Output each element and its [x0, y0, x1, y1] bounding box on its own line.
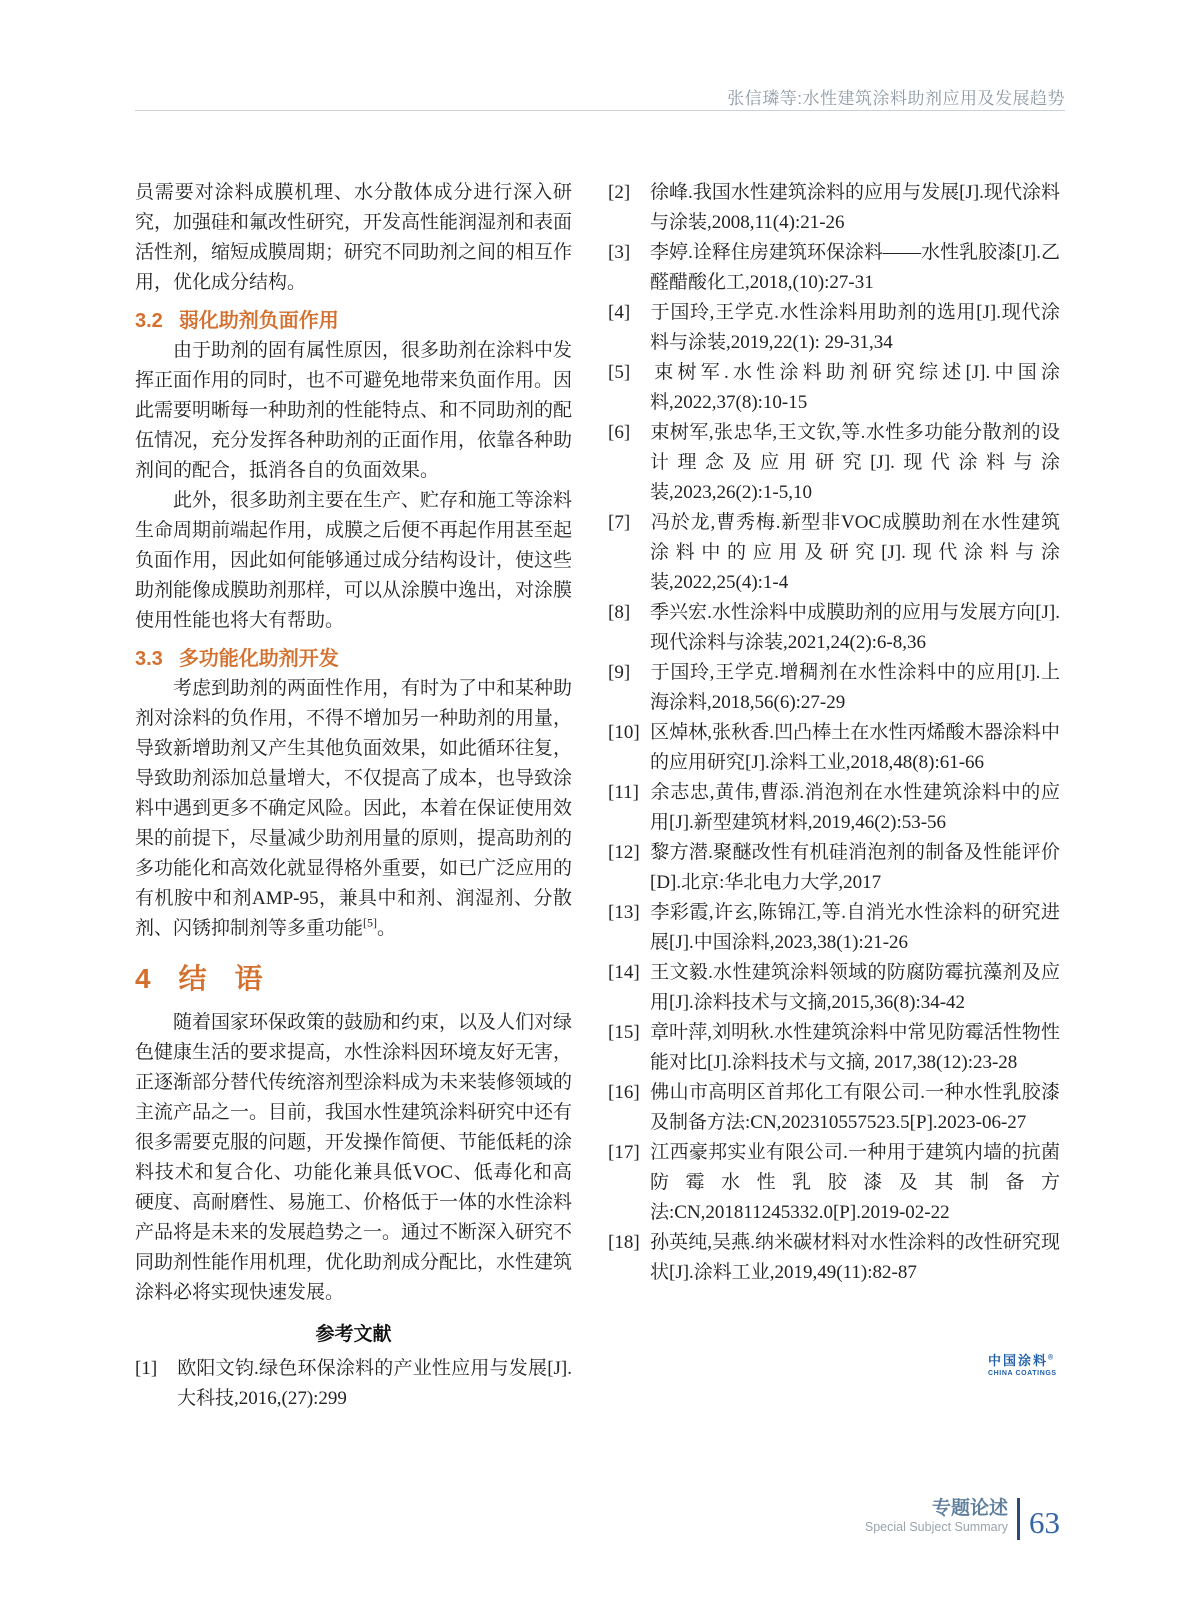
reference-item — [608, 298, 1060, 358]
reference-item — [608, 658, 1060, 718]
reference-item — [608, 238, 1060, 298]
reference-label: [1] — [135, 1358, 158, 1379]
paragraph — [135, 674, 572, 944]
reference-label: [11] — [608, 782, 639, 803]
reference-text: 江西豪邦实业有限公司.一种用于建筑内墙的抗菌防霉水性乳胶漆及其制备方法:CN,201811245332.0[P].2019-02-22 — [650, 1142, 1060, 1223]
reference-item — [608, 898, 1060, 958]
reference-item — [608, 358, 1060, 418]
references-title: 参考文献 — [315, 1324, 392, 1345]
reference-label: [4] — [608, 302, 631, 323]
reference-label: [17] — [608, 1142, 640, 1163]
paragraph: 随着国家环保政策的鼓励和约束，以及人们对绿色健康生活的要求提高，水性涂料因环境友好无害，正逐渐部分替代传统溶剂型涂料成为未来装修领域的主流产品之一。目前，我国水性建筑涂料研究中还有很多需要克服的问题，开发操作简便、节能低耗的涂料技术和复合化、功能化兼具低VOC、低毒化和高硬度、高耐磨性、易施工、价格低于一体的水性涂料产品将是未来的发展趋势之一。通过不断深入研究不同助剂性能作用机理，优化助剂成分配比，水性建筑涂料必将实现快速发展。 — [135, 1012, 573, 1303]
page-number: 63 — [1029, 1505, 1060, 1540]
reference-text: 欧阳文钧.绿色环保涂料的产业性应用与发展[J].大科技,2016,(27):299 — [177, 1358, 572, 1409]
reference-item — [608, 1018, 1060, 1078]
section-title: 弱化助剂负面作用 — [178, 310, 339, 332]
reference-item — [608, 508, 1060, 598]
reference-item — [608, 598, 1060, 658]
reference-label: [6] — [608, 422, 631, 443]
header-rule — [135, 110, 1065, 111]
reference-item — [608, 418, 1060, 508]
section-title: 结 语 — [178, 963, 263, 994]
reference-text: 黎方潜.聚醚改性有机硅消泡剂的制备及性能评价[D].北京:华北电力大学,2017 — [650, 842, 1060, 893]
section-number: 3.2 — [135, 310, 163, 332]
reference-text: 王文毅.水性建筑涂料领域的防腐防霉抗藻剂及应用[J].涂料技术与文摘,2015,36(8):34-42 — [650, 962, 1060, 1013]
reference-text: 孙英纯,吴燕.纳米碳材料对水性涂料的改性研究现状[J].涂料工业,2019,49(11):82-87 — [650, 1232, 1060, 1283]
left-column — [135, 178, 572, 1414]
china-coatings-logo — [988, 1350, 1057, 1377]
right-column — [608, 178, 1060, 1288]
paragraph: 此外，很多助剂主要在生产、贮存和施工等涂料生命周期前端起作用，成膜之后便不再起作用甚至起负面作用，因此如何能够通过成分结构设计，使这些助剂能像成膜助剂那样，可以从涂膜中逸出，对涂膜使用性能也将大有帮助。 — [135, 490, 573, 631]
reference-label: [18] — [608, 1232, 640, 1253]
section-number: 4 — [135, 963, 151, 994]
reference-label: [14] — [608, 962, 640, 983]
reference-text: 冯於龙,曹秀梅.新型非VOC成膜助剂在水性建筑涂料中的应用及研究[J].现代涂料与涂装,2022,25(4):1-4 — [650, 512, 1060, 593]
section-number: 3.3 — [135, 648, 163, 670]
reference-item — [608, 838, 1060, 898]
reference-text: 章叶萍,刘明秋.水性建筑涂料中常见防霉活性物性能对比[J].涂料技术与文摘, 2017,38(12):23-28 — [650, 1022, 1060, 1073]
reference-text: 区焯林,张秋香.凹凸棒土在水性丙烯酸木器涂料中的应用研究[J].涂料工业,2018,48(8):61-66 — [650, 722, 1060, 773]
reference-label: [15] — [608, 1022, 640, 1043]
footer-section-en: Special Subject Summary — [864, 1520, 1008, 1534]
footer-divider — [1017, 1498, 1020, 1540]
running-header: 张信璘等:水性建筑涂料助剂应用及发展趋势 — [727, 89, 1065, 108]
paragraph-text: 。 — [377, 918, 397, 939]
registered-mark-icon: ® — [1048, 1354, 1054, 1362]
reference-text: 于国玲,王学克.增稠剂在水性涂料中的应用[J].上海涂料,2018,56(6):27-29 — [650, 662, 1060, 713]
reference-label: [8] — [608, 602, 631, 623]
paragraph: 由于助剂的固有属性原因，很多助剂在涂料中发挥正面作用的同时，也不可避免地带来负面作用。因此需要明晰每一种助剂的性能特点、和不同助剂的配伍情况，充分发挥各种助剂的正面作用，依靠各种助剂间的配合，抵消各自的负面效果。 — [135, 340, 573, 481]
logo-cn-text — [988, 1350, 1057, 1369]
reference-label: [12] — [608, 842, 640, 863]
reference-text: 束树军,张忠华,王文钦,等.水性多功能分散剂的设计理念及应用研究[J].现代涂料与涂装,2023,26(2):1-5,10 — [650, 422, 1060, 503]
reference-text: 余志忠,黄伟,曹添.消泡剂在水性建筑涂料中的应用[J].新型建筑材料,2019,46(2):53-56 — [650, 782, 1060, 833]
reference-text: 徐峰.我国水性建筑涂料的应用与发展[J].现代涂料与涂装,2008,11(4):21-26 — [650, 182, 1060, 233]
reference-item — [135, 1354, 572, 1414]
section-title: 多功能化助剂开发 — [178, 648, 339, 670]
footer-section-cn: 专题论述 — [931, 1498, 1008, 1519]
logo-cn-name: 中国涂料 — [988, 1353, 1049, 1368]
reference-label: [16] — [608, 1082, 640, 1103]
reference-text: 李彩霞,许玄,陈锦江,等.自消光水性涂料的研究进展[J].中国涂料,2023,38(1):21-26 — [650, 902, 1060, 953]
reference-text: 李婷.诠释住房建筑环保涂料——水性乳胶漆[J].乙醛醋酸化工,2018,(10):27-31 — [650, 242, 1060, 293]
reference-item — [608, 778, 1060, 838]
reference-label: [3] — [608, 242, 631, 263]
section-heading-3-2 — [135, 306, 572, 336]
logo-en-text: CHINA COATINGS — [988, 1370, 1057, 1377]
reference-item — [608, 958, 1060, 1018]
reference-text: 于国玲,王学克.水性涂料用助剂的选用[J].现代涂料与涂装,2019,22(1): 29-31,34 — [650, 302, 1060, 353]
reference-label: [7] — [608, 512, 631, 533]
reference-label: [5] — [608, 362, 631, 383]
reference-text: 佛山市高明区首邦化工有限公司.一种水性乳胶漆及制备方法:CN,202310557523.5[P].2023-06-27 — [650, 1082, 1060, 1133]
reference-item — [608, 1078, 1060, 1138]
reference-item — [608, 1228, 1060, 1288]
reference-text: 季兴宏.水性涂料中成膜助剂的应用与发展方向[J].现代涂料与涂装,2021,24(2):6-8,36 — [650, 602, 1060, 653]
reference-label: [10] — [608, 722, 640, 743]
reference-label: [2] — [608, 182, 631, 203]
reference-item — [608, 1138, 1060, 1228]
reference-item — [608, 178, 1060, 238]
paragraph-text: 考虑到助剂的两面性作用，有时为了中和某种助剂对涂料的负作用，不得不增加另一种助剂的用量，导致新增助剂又产生其他负面效果，如此循环往复，导致助剂添加总量增大，不仅提高了成本，也导致涂料中遇到更多不确定风险。因此，本着在保证使用效果的前提下，尽量减少助剂用量的原则，提高助剂的多功能化和高效化就显得格外重要，如已广泛应用的有机胺中和剂AMP-95，兼具中和剂、润湿剂、分散剂、闪锈抑制剂等多重功能 — [135, 678, 573, 939]
paragraph-continuation: 员需要对涂料成膜机理、水分散体成分进行深入研究，加强硅和氟改性研究，开发高性能润湿剂和表面活性剂，缩短成膜周期；研究不同助剂之间的相互作用，优化成分结构。 — [135, 182, 573, 293]
page-footer — [865, 1498, 1060, 1540]
reference-text: 束树军.水性涂料助剂研究综述[J].中国涂料,2022,37(8):10-15 — [650, 362, 1060, 413]
reference-item — [608, 718, 1060, 778]
citation-superscript: [5] — [363, 915, 378, 930]
reference-label: [9] — [608, 662, 631, 683]
section-heading-3-3 — [135, 644, 572, 674]
footer-section — [865, 1498, 1008, 1535]
reference-label: [13] — [608, 902, 640, 923]
section-heading-4 — [135, 960, 572, 998]
